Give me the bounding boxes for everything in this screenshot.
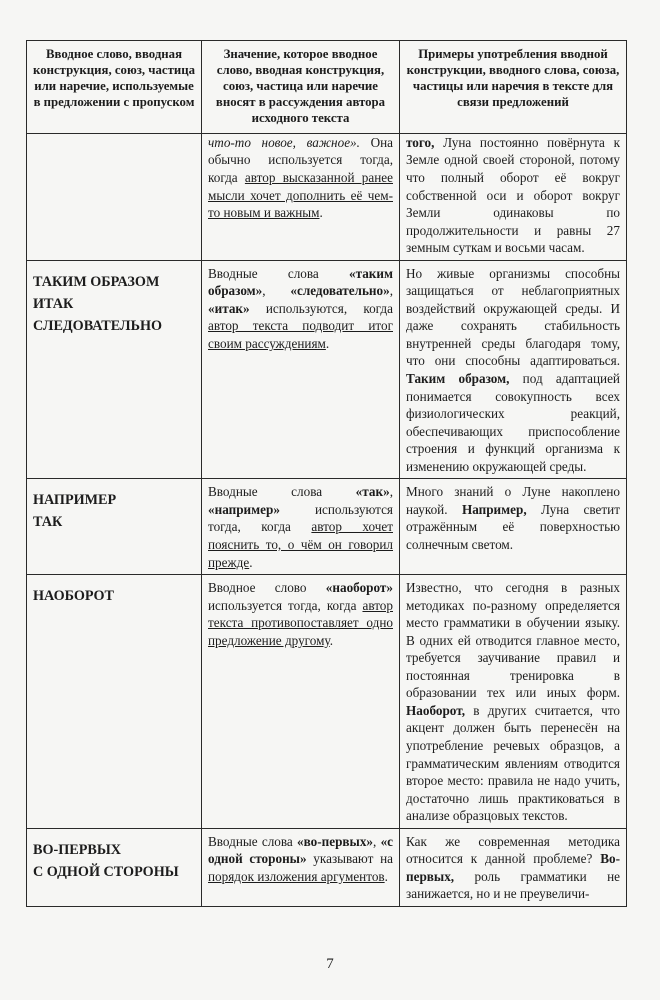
word-cell: НАОБОРОТ [27,575,202,829]
table-row [27,479,627,575]
example-cell: Известно, что сегодня в разных методиках по-разному определяется место грамматики в обучении языку. В одних ей отводится главное место, требуется заучивание правил и постоянная тренировка в образовании тех или иных форм. Наоборот, в других считается, что акцент должен быть перенесён на употребление речевых образцов, а грамматическим явлениям отводится второе место: правила не надо учить, достаточно лишь практиковаться в анализе образцовых текстов. [400,575,627,829]
table-header-row [27,41,627,134]
header-meaning: Значение, которое вводное слово, вводная конструкция, союз, частица или наречие вносят в рассуждения автора исходного текста [202,41,400,134]
page-number: 7 [326,956,334,972]
meaning-cell: что-то новое, важное». Она обычно используется тогда, когда автор высказанной ранее мысли хочет дополнить её чем-то новым и важным. [202,133,400,260]
header-word: Вводное слово, вводная конструкция, союз, частица или наречие, используемые в предложении с пропуском [27,41,202,134]
example-cell: Как же современная методика относится к данной проблеме? Во-первых, роль грамматики не занижается, но и не преувеличи- [400,828,627,906]
page [26,40,626,907]
table-row [27,260,627,479]
table-row [27,133,627,260]
word-cell: ТАКИМ ОБРАЗОМ ИТАК СЛЕДОВАТЕЛЬНО [27,260,202,479]
intro-words-table [26,40,627,907]
example-cell: Но живые организмы способны защищаться от неблагоприятных воздействий окружающей среды. И даже сохранять стабильность внутренней среды благодаря тому, что они способны адаптироваться. Таким образом, под адаптацией понимается совокупность всех физиологических реакций, обеспечивающих приспособление строения и функций организма к изменению окружающей среды. [400,260,627,479]
meaning-cell: Вводные слова «так», «например» используются тогда, когда автор хочет пояснить то, о чём он говорил прежде. [202,479,400,575]
meaning-cell: Вводные слова «таким образом», «следовательно», «итак» используются, когда автор текста подводит итог своим рассуждениям. [202,260,400,479]
example-cell: того, Луна постоянно повёрнута к Земле одной своей стороной, потому что полный оборот её вокруг собственной оси и оборот вокруг Земли одинаковы по продолжительности и равны 27 земным суткам и восьми часам. [400,133,627,260]
header-examples: Примеры употребления вводной конструкции, вводного слова, союза, частицы или наречия в тексте для связи предложений [400,41,627,134]
word-cell: НАПРИМЕР ТАК [27,479,202,575]
example-cell: Много знаний о Луне накоплено наукой. Например, Луна светит отражённым её поверхностью солнечным светом. [400,479,627,575]
meaning-cell: Вводное слово «наоборот» используется тогда, когда автор текста противопоставляет одно предложение другому. [202,575,400,829]
table-row [27,575,627,829]
word-cell: ВО-ПЕРВЫХ С ОДНОЙ СТОРОНЫ [27,828,202,906]
table-row [27,828,627,906]
meaning-cell: Вводные слова «во-первых», «с одной стороны» указывают на порядок изложения аргументов. [202,828,400,906]
word-cell [27,133,202,260]
